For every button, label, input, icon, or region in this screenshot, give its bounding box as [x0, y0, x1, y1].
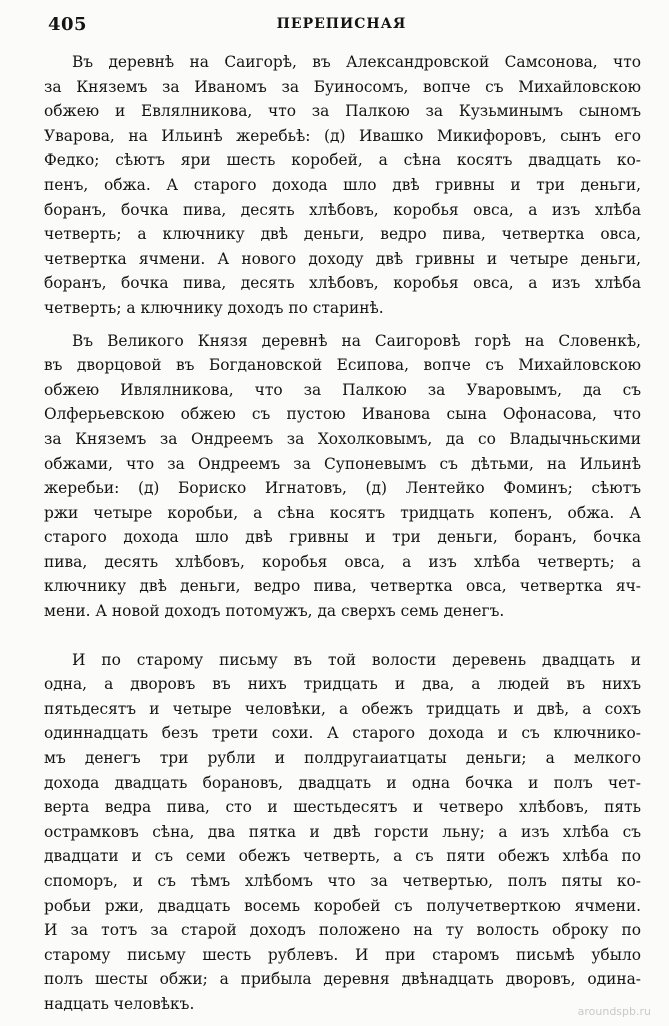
paragraph — [44, 50, 641, 321]
text-line: острамковъ сѣна, два пятка и двѣ горсти льну; а изъ хлѣба съ — [44, 822, 641, 841]
text-line: одиннадцать безъ трети сохи. А старого дохода и съ ключнико- — [44, 724, 641, 743]
running-title: ПЕРЕПИСНАЯ — [276, 16, 407, 32]
text-line: четвертка ячмени. А нового доходу двѣ гривны и четыре деньги, — [44, 249, 641, 268]
text-line: надцать человѣкъ. — [44, 994, 195, 1013]
text-line: пенъ, обжа. А старого дохода шло двѣ гривны и три деньги, — [44, 175, 641, 194]
text-line: боранъ, бочка пива, десять хлѣбовъ, коробья овса, а изъ хлѣба — [44, 274, 641, 293]
text-line: Федко; сѣютъ яри шесть коробей, а сѣна косятъ двадцать ко- — [44, 151, 641, 170]
text-line: четверть; а ключнику доходъ по старинѣ. — [44, 298, 384, 317]
text-line: И за тотъ за старой доходъ положено на ту волость оброку по — [44, 921, 641, 940]
text-line: старому письму шесть рублевъ. И при старомъ письмѣ убыло — [44, 945, 641, 964]
text-line: пятьдесятъ и четыре человѣки, а обежъ тридцать и двѣ, а сохъ — [44, 699, 641, 718]
paragraph — [44, 329, 641, 624]
text-line: обжею и Евлялникова, что за Палкою за Кузьминымъ сыномъ — [44, 102, 641, 121]
text-line: старого дохода шло двѣ гривны и три деньги, боранъ, бочка — [44, 528, 641, 547]
text-line: двадцати и съ семи обежъ четверть, а съ пяти обежъ хлѣба по — [44, 847, 641, 866]
text-line: Въ деревнѣ на Саигорѣ, въ Александровской Самсонова, что — [72, 53, 641, 71]
body-text — [44, 50, 641, 1017]
text-line: пива, десять хлѣбовъ, коробья овса, а изъ хлѣба четверть; а — [44, 552, 641, 571]
text-line: четверть; а ключнику двѣ деньги, ведро пива, четвертка овса, — [44, 225, 641, 244]
text-line: обжами, что за Ондреемъ за Супоневымъ съ дѣтьми, на Ильинѣ — [44, 454, 641, 473]
text-line: верта ведра пива, сто и шестьдесятъ и четверо хлѣбовъ, пять — [44, 798, 641, 817]
text-line: робьи ржи, двадцать восемь коробей съ получетверткою ячмени. — [44, 896, 641, 915]
text-line: обжею Ивлялникова, что за Палкою за Уваровымъ, да съ — [44, 380, 641, 399]
text-line: мени. А новой доходъ потомужъ, да сверхъ семь денегъ. — [44, 602, 505, 621]
text-line: за Княземъ за Иваномъ за Буиносомъ, вопче съ Михайловскою — [44, 77, 641, 96]
text-line: И по старому письму въ той волости деревень двадцать и — [72, 650, 641, 669]
paragraph-gap — [44, 321, 641, 329]
text-line: въ дворцовой въ Богдановской Есипова, вопче съ Михайловскою — [44, 356, 641, 375]
paragraph — [44, 648, 641, 1017]
text-line: мъ денегъ три рубли и полдругаиатцаты деньги; а мелкого — [44, 749, 641, 768]
text-line: Уварова, на Ильинѣ жеребьѣ: (д) Ивашко Микифоровъ, сынъ его — [44, 126, 641, 145]
text-line: ключнику двѣ деньги, ведро пива, четвертка овса, четвертка яч- — [44, 577, 641, 596]
watermark: aroundspb.ru — [577, 1005, 651, 1018]
text-line: дохода двадцать борановъ, двадцать и одна бочка и полъ чет- — [44, 773, 641, 792]
page-number: 405 — [48, 14, 88, 35]
text-line: споморъ, и съ тѣмъ хлѣбомъ что за четвертью, полъ пяты ко- — [44, 872, 641, 890]
page-header — [48, 14, 635, 38]
text-line: жеребьи: (д) Бориско Игнатовъ, (д) Лентейко Фоминъ; сѣютъ — [44, 479, 641, 498]
text-line: за Княземъ за Ондреемъ за Хохолковымъ, да со Владычньскими — [44, 429, 641, 448]
text-line: ржи четыре коробьи, а сѣна косятъ тридцать копенъ, обжа. А — [44, 503, 641, 522]
paragraph-gap — [44, 624, 641, 648]
text-line: полъ шесты обжи; а прибыла деревня двѣнадцать дворовъ, одина- — [44, 970, 641, 989]
text-line: боранъ, бочка пива, десять хлѣбовъ, коробья овса, а изъ хлѣба — [44, 200, 641, 219]
text-line: одна, а дворовъ въ нихъ тридцать и два, а людей въ нихъ — [44, 675, 641, 694]
text-line: Въ Великого Князя деревнѣ на Саигоровѣ горѣ на Словенкѣ, — [72, 331, 641, 350]
text-line: Олферьевскою обжею съ пустою Иванова сына Офонасова, что — [44, 405, 641, 424]
